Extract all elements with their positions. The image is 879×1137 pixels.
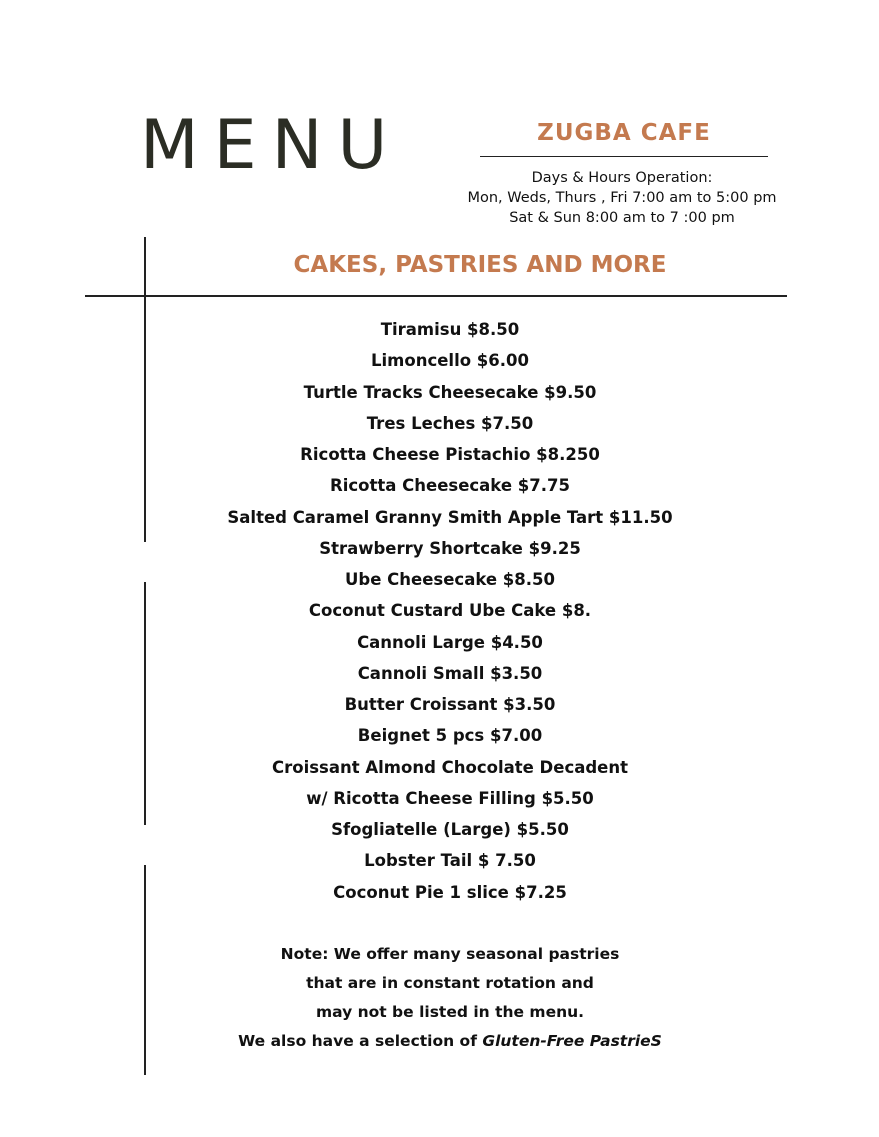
hours-weekend: Sat & Sun 8:00 am to 7 :00 pm (509, 210, 735, 226)
menu-item: Beignet 5 pcs $7.00 (357, 726, 543, 746)
section-divider (85, 295, 787, 297)
menu-item: Coconut Custard Ube Cake $8. (308, 601, 592, 621)
menu-item: Cannoli Large $4.50 (357, 632, 543, 652)
hours-block (440, 168, 804, 228)
cafe-name-underline (480, 156, 768, 157)
menu-item: Cannoli Small $3.50 (357, 663, 543, 683)
menu-item: Tres Leches $7.50 (366, 413, 534, 433)
menu-item: Coconut Pie 1 slice $7.25 (333, 882, 567, 902)
menu-item: Salted Caramel Granny Smith Apple Tart $11.50 (227, 507, 673, 527)
gluten-free-label: Gluten-Free PastrieS (482, 1032, 662, 1050)
menu-item: Ricotta Cheesecake $7.75 (330, 476, 570, 496)
menu-item: Butter Croissant $3.50 (344, 695, 556, 714)
note-gluten-free-prefix: We also have a selection of (238, 1032, 483, 1050)
menu-title: MENU (140, 106, 403, 185)
menu-item: Sfogliatelle (Large) $5.50 (331, 820, 569, 839)
menu-item: Lobster Tail $ 7.50 (364, 851, 536, 871)
menu-item-list (0, 314, 879, 908)
menu-item: Ricotta Cheese Pistachio $8.250 (300, 445, 600, 464)
menu-item: Turtle Tracks Cheesecake $9.50 (303, 382, 597, 402)
note-line: that are in constant rotation and (306, 974, 594, 992)
menu-item: w/ Ricotta Cheese Filling $5.50 (306, 788, 594, 808)
seasonal-note (0, 940, 879, 1056)
menu-item: Ube Cheesecake $8.50 (345, 570, 555, 589)
hours-weekday: Mon, Weds, Thurs , Fri 7:00 am to 5:00 pm (467, 190, 777, 206)
cafe-name: ZUGBA CAFE (537, 120, 711, 146)
note-line: may not be listed in the menu. (315, 1003, 585, 1021)
menu-item: Limoncello $6.00 (371, 351, 529, 371)
note-line: Note: We offer many seasonal pastries (280, 945, 620, 963)
note-line (0, 1027, 879, 1056)
menu-item: Tiramisu $8.50 (380, 320, 520, 339)
menu-item: Strawberry Shortcake $9.25 (319, 538, 581, 558)
section-title: CAKES, PASTRIES AND MORE (293, 252, 667, 278)
menu-item: Croissant Almond Chocolate Decadent (271, 757, 628, 777)
hours-heading: Days & Hours Operation: (531, 170, 713, 186)
